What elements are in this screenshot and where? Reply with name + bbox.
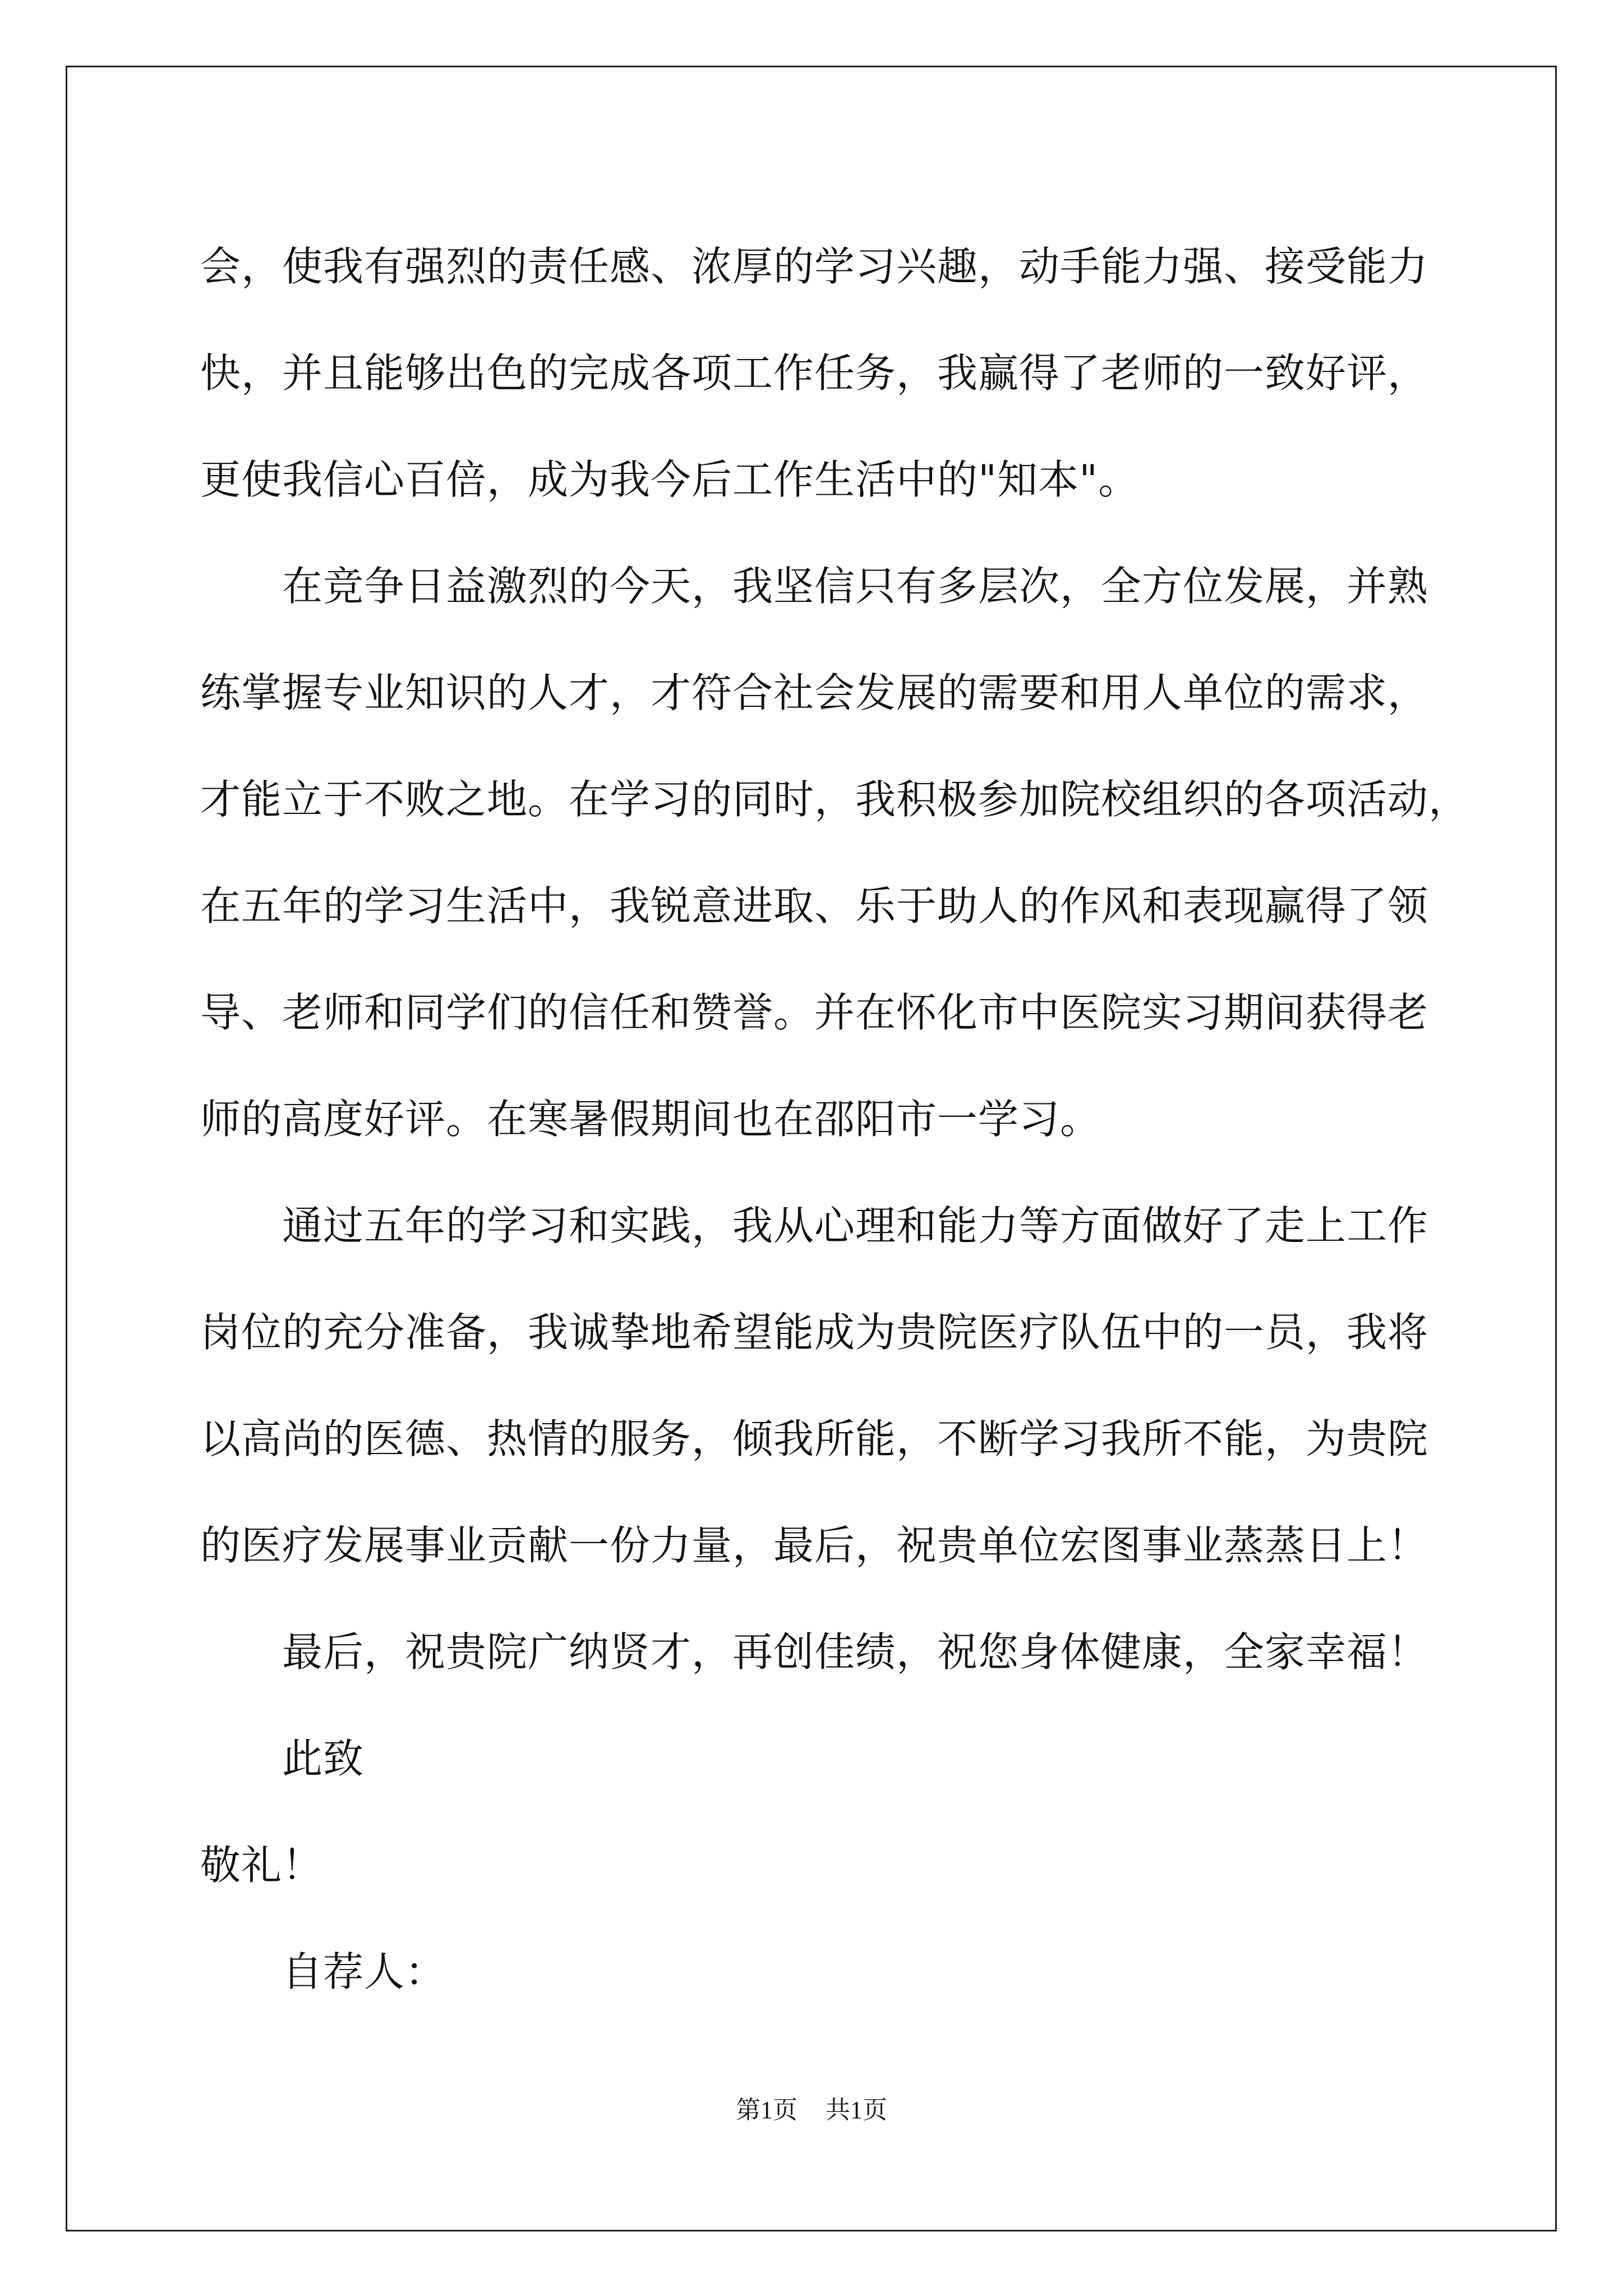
letter-body xyxy=(200,213,1470,2025)
regards-line: 敬礼！ xyxy=(200,1842,324,1889)
page-number: 第1页 xyxy=(736,2096,797,2124)
text-line-3: 更使我信心百倍，成为我今后工作生活中的"知本"。 xyxy=(200,456,1140,503)
text-line-5: 练掌握专业知识的人才，才符合社会发展的需要和用人单位的需求， xyxy=(200,669,1429,716)
closing-wish-line: 最后，祝贵院广纳贤才，再创佳绩，祝您身体健康，全家幸福！ xyxy=(282,1628,1429,1676)
page-footer xyxy=(0,2090,1623,2125)
signature-line: 自荐人： xyxy=(282,1948,446,1995)
text-line-7: 在五年的学习生活中，我锐意进取、乐于助人的作风和表现赢得了领 xyxy=(200,882,1429,930)
text-line-13: 的医疗发展事业贡献一份力量，最后，祝贵单位宏图事业蒸蒸日上！ xyxy=(200,1522,1429,1569)
text-line-8: 导、老师和同学们的信任和赞誉。并在怀化市中医院实习期间获得老 xyxy=(200,989,1429,1036)
text-line-1: 会，使我有强烈的责任感、浓厚的学习兴趣，动手能力强、接受能力 xyxy=(200,243,1429,290)
text-line-11: 岗位的充分准备，我诚挚地希望能成为贵院医疗队伍中的一员，我将 xyxy=(200,1309,1429,1356)
text-line-4: 在竞争日益激烈的今天，我坚信只有多层次，全方位发展，并熟 xyxy=(282,563,1429,610)
page-total: 共1页 xyxy=(826,2096,887,2124)
text-line-10: 通过五年的学习和实践，我从心理和能力等方面做好了走上工作 xyxy=(282,1202,1429,1249)
text-line-6: 才能立于不败之地。在学习的同时，我积极参加院校组织的各项活动， xyxy=(200,776,1470,823)
salutation-line: 此致 xyxy=(282,1735,365,1782)
text-line-2: 快，并且能够出色的完成各项工作任务，我赢得了老师的一致好评， xyxy=(200,349,1429,397)
text-line-12: 以高尚的医德、热情的服务，倾我所能，不断学习我所不能，为贵院 xyxy=(200,1415,1429,1462)
text-line-9: 师的高度好评。在寒暑假期间也在邵阳市一学习。 xyxy=(200,1096,1101,1143)
